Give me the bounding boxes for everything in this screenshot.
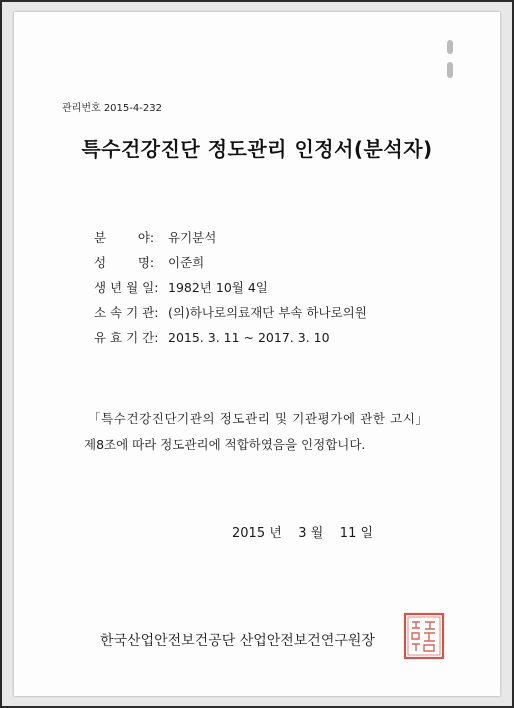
field-value: 이준희	[168, 255, 205, 270]
scan-frame	[2, 2, 512, 706]
field-value: 유기분석	[168, 230, 217, 245]
field-label: 분 야:	[94, 230, 155, 245]
field-label: 생 년 월 일:	[94, 280, 159, 295]
field-row-name	[94, 254, 204, 272]
issuer-name: 한국산업안전보건공단 산업안전보건연구원장	[100, 633, 375, 649]
body-text-line-2: 제8조에 따라 정도관리에 적합하였음을 인정합니다.	[84, 437, 366, 452]
certificate-title: 특수건강진단 정도관리 인정서(분석자)	[81, 137, 433, 161]
issue-date: 2015 년 3 월 11 일	[232, 526, 374, 541]
body-text-line-1: 「특수건강진단기관의 정도관리 및 기관평가에 관한 고시」	[88, 411, 429, 426]
field-label: 유 효 기 간:	[94, 330, 159, 345]
field-value: (의)하나로의료재단 부속 하나로의원	[168, 305, 367, 320]
field-row-affiliation	[94, 304, 367, 322]
management-number: 관리번호 2015-4-232	[62, 103, 162, 114]
certificate-page	[14, 12, 500, 696]
field-row-validity	[94, 329, 330, 347]
field-value: 1982년 10월 4일	[168, 280, 268, 295]
staple-mark-icon	[444, 40, 454, 80]
official-seal-stamp	[403, 612, 445, 660]
field-label: 소 속 기 관:	[94, 305, 159, 320]
field-row-field	[94, 229, 216, 247]
field-label: 성 명:	[94, 255, 155, 270]
field-value: 2015. 3. 11 ~ 2017. 3. 10	[168, 330, 330, 345]
field-row-birthdate	[94, 279, 268, 297]
